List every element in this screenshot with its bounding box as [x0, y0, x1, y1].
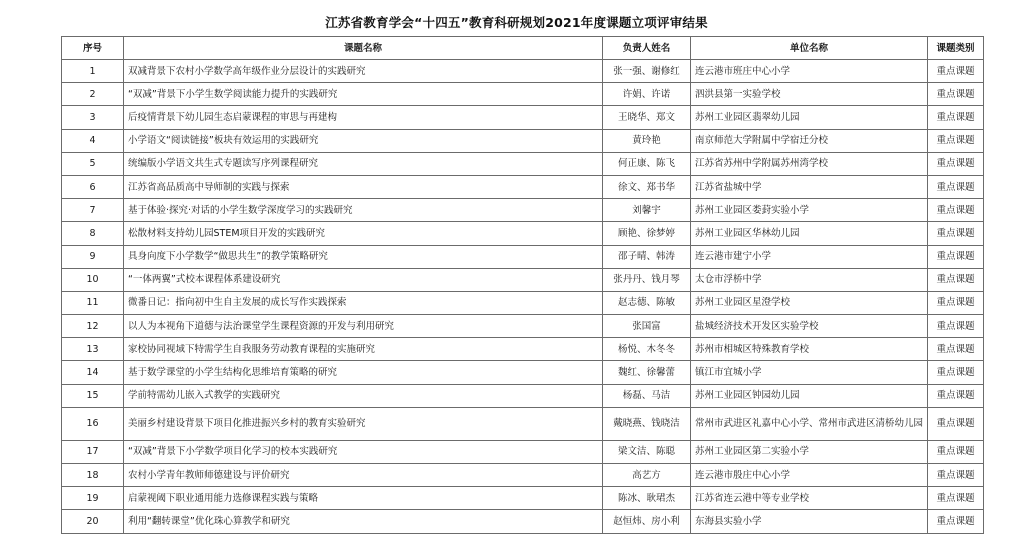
results-table: [61, 36, 984, 534]
cell-unit: 南京师范大学附属中学宿迁分校: [691, 129, 928, 152]
table-row: [62, 315, 984, 338]
cell-no: 8: [62, 222, 124, 245]
cell-unit: 苏州工业园区翡翠幼儿园: [691, 106, 928, 129]
header-lead: 负责人姓名: [603, 37, 691, 60]
cell-lead: 高艺方: [603, 464, 691, 487]
cell-name: 小学语文“阅读链接”板块有效运用的实践研究: [124, 129, 603, 152]
table-row: [62, 361, 984, 384]
cell-no: 14: [62, 361, 124, 384]
table-row: [62, 487, 984, 510]
cell-no: 9: [62, 245, 124, 268]
cell-no: 5: [62, 152, 124, 175]
cell-type: 重点课题: [928, 60, 984, 83]
cell-unit: 常州市武进区礼嘉中心小学、常州市武进区清桥幼儿园: [691, 407, 928, 440]
cell-unit: 连云港市殷庄中心小学: [691, 464, 928, 487]
cell-unit: 江苏省苏州中学附属苏州湾学校: [691, 152, 928, 175]
cell-name: 美丽乡村建设背景下项目化推进振兴乡村的教育实验研究: [124, 407, 603, 440]
cell-lead: 何正康、陈飞: [603, 152, 691, 175]
cell-type: 重点课题: [928, 510, 984, 533]
cell-type: 重点课题: [928, 384, 984, 407]
cell-lead: 戴晓燕、钱晓洁: [603, 407, 691, 440]
cell-name: 基于体验·探究·对话的小学生数学深度学习的实践研究: [124, 199, 603, 222]
cell-name: 家校协同视域下特需学生自我服务劳动教育课程的实施研究: [124, 338, 603, 361]
cell-type: 重点课题: [928, 106, 984, 129]
cell-lead: 赵恒炜、房小利: [603, 510, 691, 533]
table-header-row: [62, 37, 984, 60]
cell-lead: 张一强、谢修红: [603, 60, 691, 83]
table-row: [62, 510, 984, 533]
table-row: [62, 291, 984, 314]
cell-unit: 盐城经济技术开发区实验学校: [691, 315, 928, 338]
cell-no: 6: [62, 175, 124, 198]
cell-type: 重点课题: [928, 83, 984, 106]
table-row: [62, 464, 984, 487]
table-row: [62, 440, 984, 463]
cell-name: 农村小学青年教师师德建设与评价研究: [124, 464, 603, 487]
cell-name: 江苏省高品质高中导师制的实践与探索: [124, 175, 603, 198]
cell-lead: 魏红、徐馨蕾: [603, 361, 691, 384]
table-row: [62, 83, 984, 106]
cell-no: 10: [62, 268, 124, 291]
header-type: 课题类别: [928, 37, 984, 60]
cell-unit: 东海县实验小学: [691, 510, 928, 533]
cell-lead: 顾艳、徐梦婷: [603, 222, 691, 245]
table-row: [62, 152, 984, 175]
cell-no: 3: [62, 106, 124, 129]
cell-unit: 苏州工业园区第二实验小学: [691, 440, 928, 463]
cell-type: 重点课题: [928, 129, 984, 152]
cell-unit: 泗洪县第一实验学校: [691, 83, 928, 106]
cell-lead: 徐文、郑书华: [603, 175, 691, 198]
cell-no: 13: [62, 338, 124, 361]
cell-unit: 苏州市相城区特殊教育学校: [691, 338, 928, 361]
cell-lead: 张国富: [603, 315, 691, 338]
cell-type: 重点课题: [928, 440, 984, 463]
cell-name: “一体两翼”式校本课程体系建设研究: [124, 268, 603, 291]
table-row: [62, 199, 984, 222]
cell-unit: 连云港市班庄中心小学: [691, 60, 928, 83]
table-row: [62, 106, 984, 129]
table-row: [62, 175, 984, 198]
header-no: 序号: [62, 37, 124, 60]
cell-name: 微番日记：指向初中生自主发展的成长写作实践探索: [124, 291, 603, 314]
cell-type: 重点课题: [928, 291, 984, 314]
table-row: [62, 60, 984, 83]
cell-name: 启蒙视阈下职业通用能力选修课程实践与策略: [124, 487, 603, 510]
cell-no: 15: [62, 384, 124, 407]
cell-name: 双减背景下农村小学数学高年级作业分层设计的实践研究: [124, 60, 603, 83]
cell-no: 16: [62, 407, 124, 440]
cell-lead: 张丹丹、钱月琴: [603, 268, 691, 291]
table-row: [62, 222, 984, 245]
cell-name: 学前特需幼儿嵌入式教学的实践研究: [124, 384, 603, 407]
cell-lead: 刘馨宇: [603, 199, 691, 222]
cell-type: 重点课题: [928, 464, 984, 487]
cell-unit: 苏州工业园区钟园幼儿园: [691, 384, 928, 407]
table-row: [62, 384, 984, 407]
cell-lead: 黄玲艳: [603, 129, 691, 152]
cell-no: 4: [62, 129, 124, 152]
cell-name: 松散材料支持幼儿园STEM项目开发的实践研究: [124, 222, 603, 245]
cell-no: 2: [62, 83, 124, 106]
cell-type: 重点课题: [928, 199, 984, 222]
cell-name: 基于数学课堂的小学生结构化思维培育策略的研究: [124, 361, 603, 384]
cell-no: 11: [62, 291, 124, 314]
cell-type: 重点课题: [928, 361, 984, 384]
cell-name: 具身向度下小学数学“做思共生”的教学策略研究: [124, 245, 603, 268]
cell-no: 18: [62, 464, 124, 487]
cell-type: 重点课题: [928, 222, 984, 245]
cell-type: 重点课题: [928, 268, 984, 291]
cell-no: 17: [62, 440, 124, 463]
cell-no: 7: [62, 199, 124, 222]
cell-lead: 许娟、许诺: [603, 83, 691, 106]
cell-no: 12: [62, 315, 124, 338]
cell-unit: 镇江市宜城小学: [691, 361, 928, 384]
cell-lead: 杨悦、木冬冬: [603, 338, 691, 361]
cell-unit: 江苏省连云港中等专业学校: [691, 487, 928, 510]
cell-type: 重点课题: [928, 487, 984, 510]
cell-unit: 苏州工业园区华林幼儿园: [691, 222, 928, 245]
cell-unit: 太仓市浮桥中学: [691, 268, 928, 291]
document-title: 江苏省教育学会“十四五”教育科研规划2021年度课题立项评审结果: [325, 15, 708, 30]
cell-lead: 赵志德、陈敏: [603, 291, 691, 314]
cell-name: “双减”背景下小学生数学阅读能力提升的实践研究: [124, 83, 603, 106]
cell-type: 重点课题: [928, 175, 984, 198]
cell-lead: 杨磊、马洁: [603, 384, 691, 407]
cell-unit: 苏州工业园区星澄学校: [691, 291, 928, 314]
cell-no: 19: [62, 487, 124, 510]
cell-lead: 邵子晴、韩涛: [603, 245, 691, 268]
cell-type: 重点课题: [928, 407, 984, 440]
cell-unit: 连云港市建宁小学: [691, 245, 928, 268]
cell-unit: 苏州工业园区娄葑实验小学: [691, 199, 928, 222]
cell-type: 重点课题: [928, 338, 984, 361]
cell-name: 利用“翻转课堂”优化珠心算教学和研究: [124, 510, 603, 533]
table-row: [62, 129, 984, 152]
table-row: [62, 338, 984, 361]
cell-type: 重点课题: [928, 245, 984, 268]
table-row: [62, 268, 984, 291]
table-row: [62, 407, 984, 440]
cell-name: 以人为本视角下道德与法治课堂学生课程资源的开发与利用研究: [124, 315, 603, 338]
header-name: 课题名称: [124, 37, 603, 60]
header-unit: 单位名称: [691, 37, 928, 60]
cell-no: 1: [62, 60, 124, 83]
cell-lead: 王晓华、郑文: [603, 106, 691, 129]
cell-name: 后疫情背景下幼儿园生态启蒙课程的审思与再建构: [124, 106, 603, 129]
cell-unit: 江苏省盐城中学: [691, 175, 928, 198]
table-row: [62, 245, 984, 268]
cell-type: 重点课题: [928, 315, 984, 338]
cell-type: 重点课题: [928, 152, 984, 175]
cell-lead: 梁文洁、陈聪: [603, 440, 691, 463]
cell-lead: 陈冰、耿珺杰: [603, 487, 691, 510]
cell-name: 统编版小学语文共生式专题读写序列课程研究: [124, 152, 603, 175]
cell-no: 20: [62, 510, 124, 533]
cell-name: “双减”背景下小学数学项目化学习的校本实践研究: [124, 440, 603, 463]
